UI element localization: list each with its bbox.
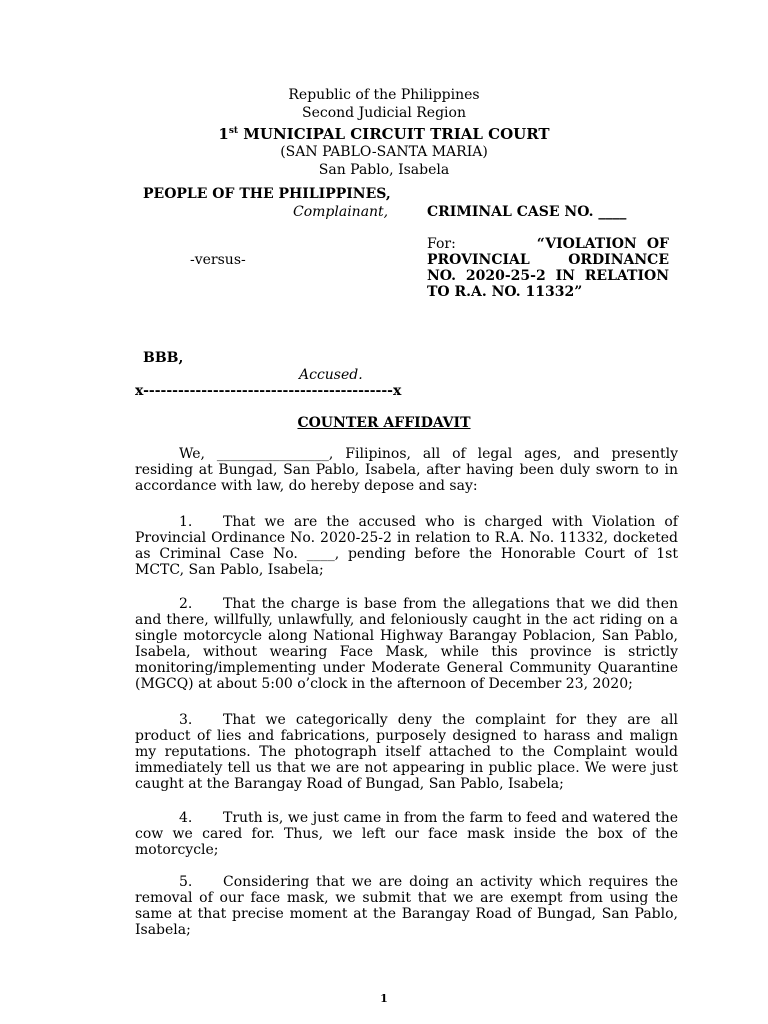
paragraph-5: 5. Considering that we are doing an activity which requires the removal of our face mask, we submit that we are exempt from using the same at that precise moment at the Barangay Road of Bungad, San Pablo, Isabela; (135, 874, 678, 938)
page-number: 1 (380, 992, 388, 1005)
header-municipalities: (SAN PABLO-SANTA MARIA) (280, 144, 488, 160)
intro-paragraph: We, ________________, Filipinos, all of legal ages, and presently residing at Bungad, San Pablo, Isabela, after having been duly sworn to in accordance with law, do hereby depose and say: (135, 446, 678, 494)
header-republic: Republic of the Philippines (288, 87, 480, 103)
document-title: COUNTER AFFIDAVIT (297, 415, 471, 431)
plaintiff-role: Complainant, (293, 204, 389, 220)
paragraph-4: 4. Truth is, we just came in from the farm to feed and watered the cow we cared for. Thus, we left our face mask inside the box of the motorcycle; (135, 810, 678, 858)
versus-label: -versus- (190, 252, 246, 268)
plaintiff-name: PEOPLE OF THE PHILIPPINES, (143, 186, 391, 202)
accused-role: Accused. (299, 367, 363, 383)
paragraph-1: 1. That we are the accused who is charged with Violation of Provincial Ordinance No. 2020-25-2 in relation to R.A. No. 11332, docketed as Criminal Case No. ____, pending before the Honorable Court of 1st MCTC, San Pablo, Isabela; (135, 514, 678, 578)
charge-description: For: “VIOLATION OF PROVINCIAL ORDINANCE NO. 2020-25-2 IN RELATION TO R.A. NO. 11332” (427, 236, 669, 300)
paragraph-3: 3. That we categorically deny the complaint for they are all product of lies and fabrications, purposely designed to harass and malign my reputations. The photograph itself attached to the Complaint would immediately tell us that we are not appearing in public place. We were just caught at the Barangay Road of Bungad, San Pablo, Isabela; (135, 712, 678, 792)
header-location: San Pablo, Isabela (318, 162, 450, 178)
case-number: CRIMINAL CASE NO. ____ (427, 204, 627, 220)
header-region: Second Judicial Region (302, 105, 466, 121)
accused-name: BBB, (143, 350, 184, 366)
paragraph-2: 2. That the charge is base from the allegations that we did then and there, willfully, unlawfully, and feloniously caught in the act riding on a single motorcycle along National Highway Barangay Poblacion, San Pablo, Isabela, without wearing Face Mask, while this province is strictly monitoring/implementing under Moderate General Community Quarantine (MGCQ) at about 5:00 o’clock in the afternoon of December 23, 2020; (135, 596, 678, 692)
caption-separator: x-------------------------------------------x (135, 383, 402, 399)
header-court: 1st MUNICIPAL CIRCUIT TRIAL COURT (218, 125, 550, 143)
court-header (0, 86, 768, 179)
